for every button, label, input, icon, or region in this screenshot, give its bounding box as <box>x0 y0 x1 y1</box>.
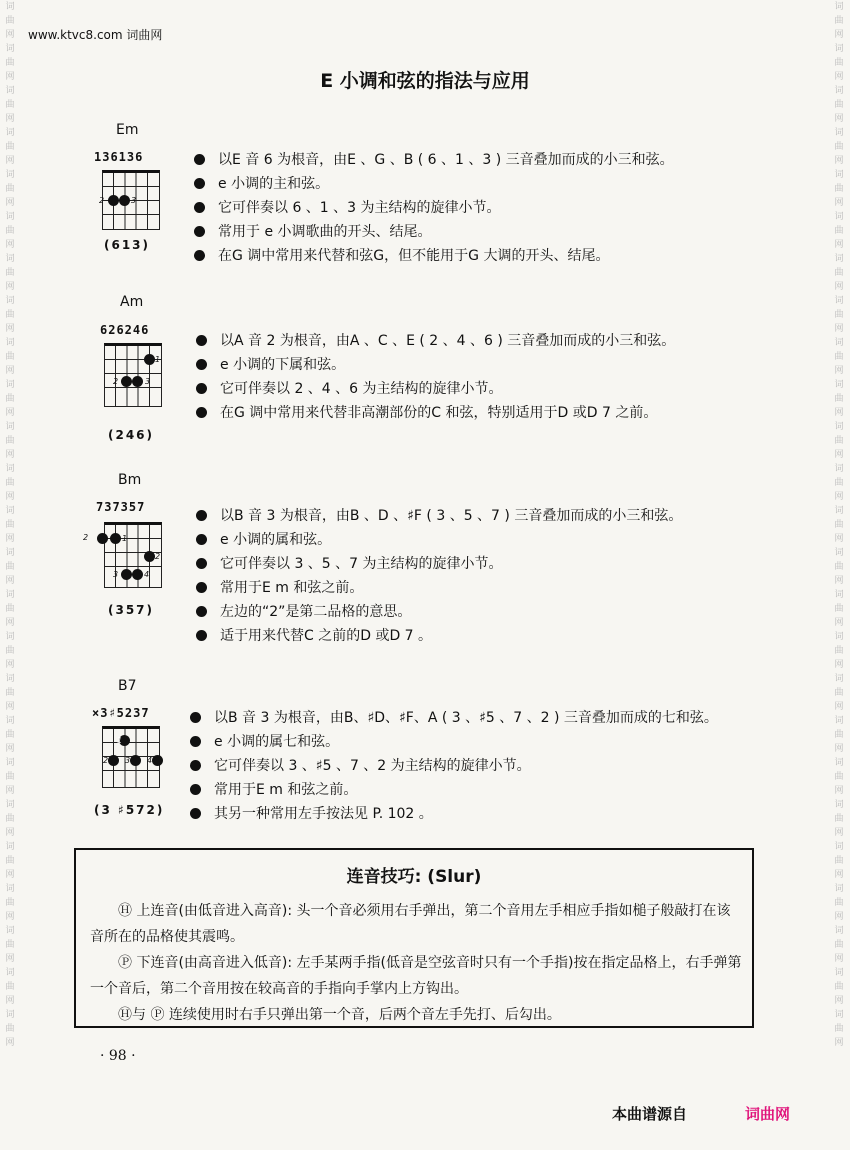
watermark-char: 曲 <box>834 478 844 488</box>
chord-bullets-bm <box>196 504 682 648</box>
watermark-char: 词 <box>834 800 844 810</box>
watermark-char: 词 <box>834 86 844 96</box>
watermark-char: 网 <box>834 72 844 82</box>
watermark-char: 词 <box>834 170 844 180</box>
bullet-item: 适于用来代替C 之前的D 或D 7 。 <box>196 624 682 648</box>
watermark-char: 网 <box>5 240 15 250</box>
watermark-char: 曲 <box>5 898 15 908</box>
watermark-char: 网 <box>5 870 15 880</box>
finger-dot <box>152 755 163 766</box>
watermark-char: 曲 <box>5 772 15 782</box>
watermark-char: 曲 <box>5 478 15 488</box>
watermark-char: 词 <box>834 44 844 54</box>
watermark-char: 曲 <box>5 730 15 740</box>
watermark-char: 词 <box>5 1010 15 1020</box>
page-number: · 98 · <box>100 1048 136 1064</box>
watermark-char: 词 <box>5 44 15 54</box>
watermark-char: 词 <box>5 800 15 810</box>
watermark-char: 曲 <box>5 184 15 194</box>
watermark-char: 曲 <box>5 436 15 446</box>
watermark-char: 网 <box>834 366 844 376</box>
finger-dot <box>121 376 132 387</box>
watermark-char: 词 <box>5 758 15 768</box>
watermark-char: 曲 <box>5 268 15 278</box>
finger-number: 3 <box>113 570 119 579</box>
finger-dot <box>119 195 130 206</box>
watermark-char: 词 <box>834 464 844 474</box>
watermark-char: 曲 <box>834 310 844 320</box>
watermark-char: 曲 <box>834 898 844 908</box>
watermark-char: 词 <box>834 2 844 12</box>
chord-name-em: Em <box>116 122 139 138</box>
watermark-char: 网 <box>834 282 844 292</box>
watermark-char: 曲 <box>834 394 844 404</box>
finger-number: 4 <box>144 570 150 579</box>
watermark-char: 曲 <box>834 142 844 152</box>
watermark-char: 词 <box>834 674 844 684</box>
bullet-item: 它可伴奏以 2 、4 、6 为主结构的旋律小节。 <box>196 377 675 401</box>
bullet-item: 以B 音 3 为根音，由B、♯D、♯F、A ( 3 、♯5 、7 、2 ) 三音叠加而成的七和弦。 <box>190 706 718 730</box>
watermark-char: 网 <box>5 198 15 208</box>
watermark-char: 曲 <box>834 520 844 530</box>
watermark-char: 曲 <box>834 268 844 278</box>
watermark-char: 网 <box>5 492 15 502</box>
finger-dot <box>121 569 132 580</box>
bullet-item: 常用于E m 和弦之前。 <box>190 778 718 802</box>
watermark-char: 网 <box>834 240 844 250</box>
watermark-char: 网 <box>5 786 15 796</box>
source-label: 本曲谱源自 <box>612 1105 688 1123</box>
bullet-item: 以A 音 2 为根音，由A 、C 、E ( 2 、4 、6 ) 三音叠加而成的小三和弦。 <box>196 329 675 353</box>
watermark-char: 网 <box>5 660 15 670</box>
finger-number: 2 <box>103 756 109 765</box>
watermark-char: 网 <box>5 30 15 40</box>
chord-strings-em: 136136 <box>94 150 144 164</box>
watermark-char: 网 <box>5 408 15 418</box>
finger-number: 1 <box>117 736 123 745</box>
watermark-char: 网 <box>834 660 844 670</box>
finger-number: 1 <box>155 355 161 364</box>
watermark-char: 曲 <box>5 814 15 824</box>
watermark-char: 词 <box>834 506 844 516</box>
watermark-char: 曲 <box>834 856 844 866</box>
watermark-char: 词 <box>5 170 15 180</box>
watermark-char: 网 <box>834 996 844 1006</box>
watermark-char: 网 <box>5 576 15 586</box>
watermark-char: 网 <box>834 492 844 502</box>
finger-dot <box>144 354 155 365</box>
watermark-char: 曲 <box>834 58 844 68</box>
watermark-char: 曲 <box>834 688 844 698</box>
watermark-char: 词 <box>5 842 15 852</box>
finger-dot <box>108 195 119 206</box>
bullet-item: 以E 音 6 为根音，由E 、G 、B ( 6 、1 、3 ) 三音叠加而成的小三和弦。 <box>194 148 674 172</box>
watermark-char: 网 <box>834 156 844 166</box>
watermark-char: 网 <box>5 450 15 460</box>
watermark-char: 词 <box>5 254 15 264</box>
watermark-char: 词 <box>5 380 15 390</box>
watermark-char: 曲 <box>834 226 844 236</box>
watermark-char: 网 <box>834 534 844 544</box>
watermark-char: 曲 <box>5 856 15 866</box>
watermark-char: 词 <box>834 884 844 894</box>
watermark-char: 网 <box>5 912 15 922</box>
watermark-char: 曲 <box>834 1024 844 1034</box>
site-url[interactable]: www.ktvc8.com 词曲网 <box>28 28 163 42</box>
watermark-char: 网 <box>834 702 844 712</box>
watermark-char: 词 <box>834 632 844 642</box>
watermark-char: 词 <box>834 128 844 138</box>
watermark-char: 曲 <box>5 1024 15 1034</box>
watermark-char: 词 <box>834 842 844 852</box>
watermark-char: 曲 <box>834 982 844 992</box>
watermark-char: 曲 <box>834 646 844 656</box>
watermark-char: 词 <box>5 2 15 12</box>
finger-dot <box>132 376 143 387</box>
watermark-char: 网 <box>834 198 844 208</box>
bullet-item: 常用于E m 和弦之前。 <box>196 576 682 600</box>
finger-number: 3 <box>125 756 131 765</box>
watermark-char: 网 <box>834 912 844 922</box>
watermark-char: 词 <box>5 884 15 894</box>
chord-bullets-b7 <box>190 706 718 826</box>
watermark-char: 词 <box>5 212 15 222</box>
bullet-item: e 小调的属七和弦。 <box>190 730 718 754</box>
chord-notes-am: (246) <box>108 428 155 442</box>
watermark-char: 网 <box>834 870 844 880</box>
watermark-char: 曲 <box>834 436 844 446</box>
watermark-char: 词 <box>5 716 15 726</box>
chord-strings-b7: ×3♯5237 <box>92 706 150 720</box>
watermark-char: 曲 <box>834 352 844 362</box>
left-watermark-strip <box>0 0 20 1150</box>
watermark-char: 曲 <box>834 562 844 572</box>
watermark-char: 网 <box>834 324 844 334</box>
chord-strings-bm: 737357 <box>96 500 146 514</box>
watermark-char: 网 <box>834 618 844 628</box>
watermark-char: 曲 <box>834 814 844 824</box>
right-watermark-strip <box>828 0 850 1150</box>
watermark-char: 网 <box>834 30 844 40</box>
chord-notes-bm: (357) <box>108 603 155 617</box>
watermark-char: 网 <box>834 744 844 754</box>
watermark-char: 网 <box>5 996 15 1006</box>
watermark-char: 曲 <box>834 730 844 740</box>
watermark-char: 网 <box>834 114 844 124</box>
finger-number: 1 <box>122 534 128 543</box>
watermark-char: 曲 <box>834 940 844 950</box>
watermark-char: 词 <box>834 296 844 306</box>
watermark-char: 曲 <box>5 58 15 68</box>
watermark-char: 网 <box>5 702 15 712</box>
finger-dot <box>132 569 143 580</box>
watermark-char: 曲 <box>5 982 15 992</box>
chord-diagram-em <box>99 170 160 230</box>
watermark-char: 网 <box>5 618 15 628</box>
watermark-char: 词 <box>834 380 844 390</box>
watermark-char: 词 <box>5 506 15 516</box>
finger-dot <box>110 533 121 544</box>
brand-logo-text[interactable]: 词曲网 <box>745 1105 791 1123</box>
watermark-char: 网 <box>5 156 15 166</box>
watermark-char: 曲 <box>834 772 844 782</box>
watermark-char: 曲 <box>5 562 15 572</box>
watermark-char: 网 <box>834 450 844 460</box>
bullet-item: 在G 调中常用来代替和弦G，但不能用于G 大调的开头、结尾。 <box>194 244 674 268</box>
finger-number: 4 <box>147 756 153 765</box>
watermark-char: 词 <box>834 968 844 978</box>
watermark-char: 曲 <box>5 142 15 152</box>
finger-dot <box>97 533 108 544</box>
bullet-item: 常用于 e 小调歌曲的开头、结尾。 <box>194 220 674 244</box>
watermark-char: 网 <box>834 576 844 586</box>
chord-diagram-b7 <box>102 726 160 788</box>
watermark-char: 词 <box>5 926 15 936</box>
bullet-item: 左边的“2”是第二品格的意思。 <box>196 600 682 624</box>
watermark-char: 曲 <box>5 100 15 110</box>
watermark-char: 曲 <box>5 310 15 320</box>
watermark-char: 词 <box>834 548 844 558</box>
bullet-item: 它可伴奏以 3 、5 、7 为主结构的旋律小节。 <box>196 552 682 576</box>
slur-technique-box <box>74 848 754 1028</box>
chord-notes-em: (613) <box>104 238 151 252</box>
watermark-char: 词 <box>834 212 844 222</box>
bullet-item: 其另一种常用左手按法见 P. 102 。 <box>190 802 718 826</box>
watermark-char: 曲 <box>5 226 15 236</box>
page-title: E 小调和弦的指法与应用 <box>320 70 530 92</box>
finger-number: 2 <box>113 377 119 386</box>
bullet-item: e 小调的下属和弦。 <box>196 353 675 377</box>
watermark-char: 曲 <box>5 394 15 404</box>
watermark-char: 词 <box>5 464 15 474</box>
finger-dot <box>130 755 141 766</box>
watermark-char: 网 <box>5 828 15 838</box>
watermark-char: 曲 <box>5 688 15 698</box>
chord-diagram-bm <box>83 522 162 588</box>
watermark-char: 词 <box>5 674 15 684</box>
slur-title: 连音技巧: (Slur) <box>346 867 482 887</box>
bullet-item: 它可伴奏以 3 、♯5 、7 、2 为主结构的旋律小节。 <box>190 754 718 778</box>
watermark-char: 词 <box>5 590 15 600</box>
finger-dot <box>144 551 155 562</box>
finger-number: 2 <box>155 552 161 561</box>
bullet-item: 它可伴奏以 6 、1 、3 为主结构的旋律小节。 <box>194 196 674 220</box>
chord-bullets-em <box>194 148 674 268</box>
watermark-char: 网 <box>5 324 15 334</box>
slur-paragraph-pull: Ⓟ 下连音(由高音进入低音): 左手某两手指(低音是空弦音时只有一个手指)按在指定品格上，右手弹第一个音后，第二个音用按在较高音的手指向手掌内上方钩出。 <box>90 955 742 997</box>
watermark-char: 词 <box>5 296 15 306</box>
chord-notes-b7: (3 ♯572) <box>94 803 165 817</box>
bullet-item: e 小调的主和弦。 <box>194 172 674 196</box>
watermark-char: 网 <box>834 786 844 796</box>
watermark-char: 词 <box>834 926 844 936</box>
watermark-char: 词 <box>5 968 15 978</box>
watermark-char: 网 <box>5 72 15 82</box>
watermark-char: 网 <box>834 954 844 964</box>
finger-number: 2 <box>83 533 89 542</box>
watermark-char: 词 <box>834 338 844 348</box>
watermark-char: 曲 <box>5 16 15 26</box>
watermark-char: 曲 <box>5 520 15 530</box>
watermark-char: 词 <box>5 632 15 642</box>
watermark-char: 网 <box>834 408 844 418</box>
watermark-char: 词 <box>5 338 15 348</box>
watermark-char: 网 <box>5 366 15 376</box>
watermark-char: 曲 <box>5 940 15 950</box>
watermark-char: 词 <box>834 716 844 726</box>
watermark-char: 曲 <box>834 16 844 26</box>
chord-diagram-am <box>104 343 162 407</box>
watermark-char: 曲 <box>5 604 15 614</box>
watermark-char: 词 <box>5 128 15 138</box>
finger-number: 3 <box>131 196 137 205</box>
watermark-char: 词 <box>834 758 844 768</box>
watermark-char: 网 <box>5 954 15 964</box>
slur-paragraph-hammer: Ⓗ 上连音(由低音进入高音): 头一个音必须用右手弹出，第二个音用左手相应手指如槌子般敲打在该音所在的品格使其震鸣。 <box>90 903 731 945</box>
watermark-char: 词 <box>834 254 844 264</box>
bullet-item: e 小调的属和弦。 <box>196 528 682 552</box>
watermark-char: 网 <box>834 1038 844 1048</box>
finger-number: 3 <box>145 377 151 386</box>
chord-name-b7: B7 <box>118 678 137 694</box>
watermark-char: 词 <box>834 1010 844 1020</box>
watermark-char: 曲 <box>834 604 844 614</box>
watermark-char: 网 <box>834 828 844 838</box>
finger-dot <box>108 755 119 766</box>
watermark-char: 网 <box>5 1038 15 1048</box>
watermark-char: 曲 <box>834 184 844 194</box>
watermark-char: 网 <box>5 114 15 124</box>
watermark-char: 曲 <box>5 646 15 656</box>
watermark-char: 网 <box>5 534 15 544</box>
slur-paragraph-combined: Ⓗ与 Ⓟ 连续使用时右手只弹出第一个音，后两个音左手先打、后勾出。 <box>118 1007 561 1023</box>
chord-name-am: Am <box>120 294 144 310</box>
finger-number: 2 <box>99 196 105 205</box>
watermark-char: 网 <box>5 282 15 292</box>
chord-bullets-am <box>196 329 675 425</box>
watermark-char: 曲 <box>834 100 844 110</box>
bullet-item: 在G 调中常用来代替非高潮部份的C 和弦，特别适用于D 或D 7 之前。 <box>196 401 675 425</box>
bullet-item: 以B 音 3 为根音，由B 、D 、♯F ( 3 、5 、7 ) 三音叠加而成的小三和弦。 <box>196 504 682 528</box>
chord-name-bm: Bm <box>118 472 142 488</box>
watermark-char: 网 <box>5 744 15 754</box>
watermark-char: 词 <box>834 590 844 600</box>
watermark-char: 词 <box>834 422 844 432</box>
watermark-char: 词 <box>5 422 15 432</box>
watermark-char: 曲 <box>5 352 15 362</box>
watermark-char: 词 <box>5 86 15 96</box>
chord-strings-am: 626246 <box>100 323 150 337</box>
watermark-char: 词 <box>5 548 15 558</box>
